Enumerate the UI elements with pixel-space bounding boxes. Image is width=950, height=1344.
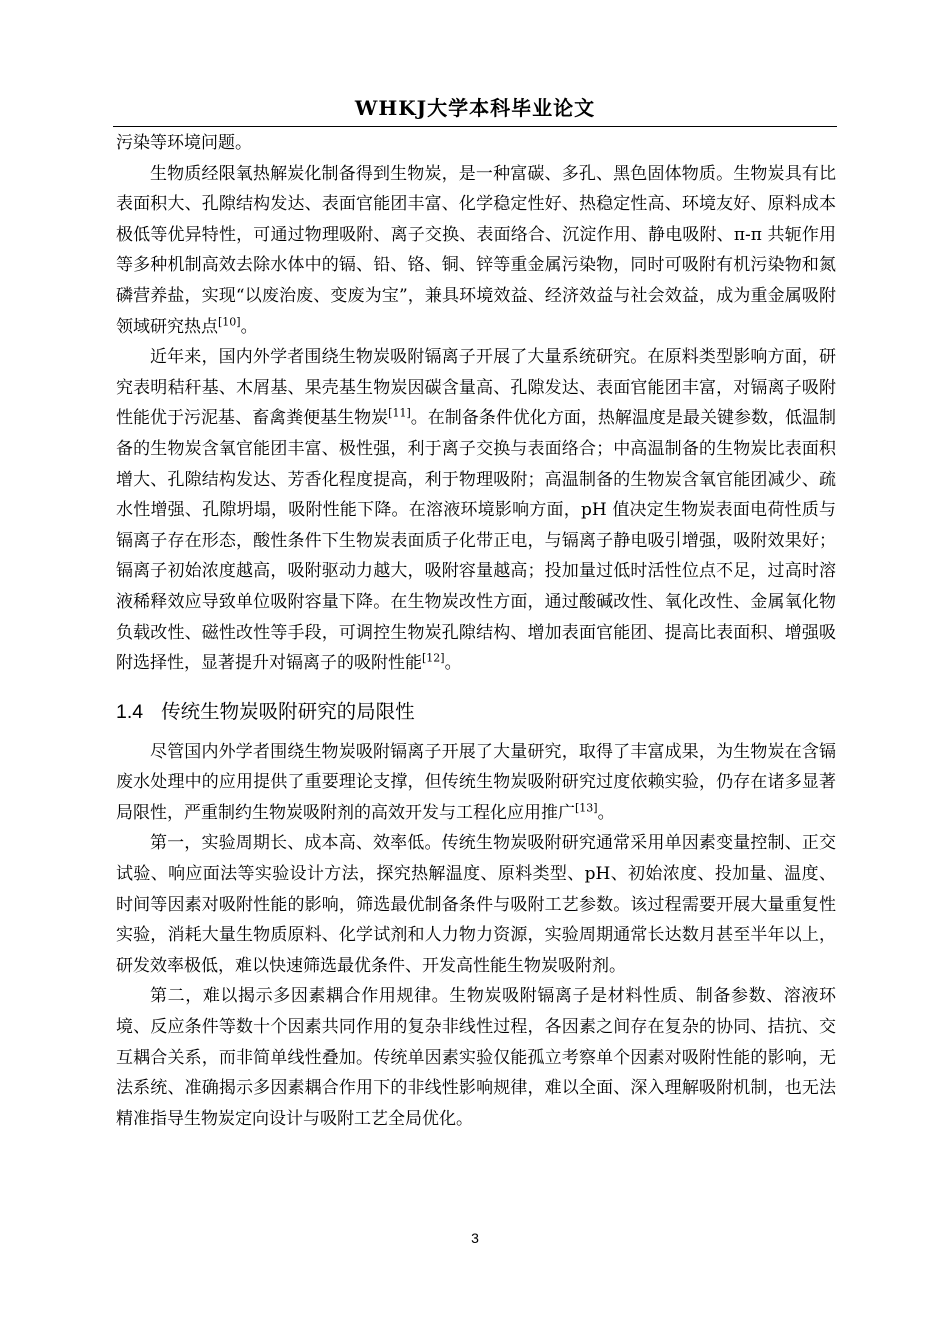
section-heading: [116, 695, 836, 729]
paragraph-tail: 。: [240, 316, 258, 337]
citation-ref[interactable]: [10]: [218, 314, 241, 328]
paragraph: [116, 342, 836, 679]
paragraph-tail: 。在制备条件优化方面，热解温度是最关键参数，低温制备的生物炭含氧官能团丰富、极性强，利于离子交换与表面络合；中高温制备的生物炭比表面积增大、孔隙结构发达、芳香化程度提高，利于物理吸附；高温制备的生物炭含氧官能团减少、疏水性增强、孔隙坍塌，吸附性能下降。在溶液环境影响方面，pH 值决定生物炭表面电荷性质与镉离子存在形态，酸性条件下生物炭表面质子化带正电，与镉离子静电吸引增强，吸附效果好；镉离子初始浓度越高，吸附驱动力越大，吸附容量越高；投加量过低时活性位点不足，过高时溶液稀释效应导致单位吸附容量下降。在生物炭改性方面，通过酸碱改性、氧化改性、金属氧化物负载改性、磁性改性等手段，可调控生物炭孔隙结构、增加表面官能团、提高比表面积、增强吸附选择性，显著提升对镉离子的吸附性能: [116, 408, 837, 674]
paragraph: [116, 159, 836, 343]
document-body: [116, 128, 836, 1134]
citation-ref[interactable]: [12]: [422, 651, 445, 665]
paragraph: [116, 737, 836, 829]
paragraph-text: 污染等环境问题。: [116, 133, 252, 153]
running-header-title: WHKJ大学本科毕业论文: [354, 96, 596, 120]
section-title: 传统生物炭吸附研究的局限性: [161, 699, 415, 723]
header-divider: [113, 126, 837, 127]
paragraph-text: 近年来，国内外学者围绕生物炭吸附镉离子开展了大量系统研究。在原料类型影响方面，研究表明秸秆基、木屑基、果壳基生物炭因碳含量高、孔隙发达、表面官能团丰富，对镉离子吸附性能优于污泥基、畜禽粪便基生物炭: [116, 347, 836, 429]
paragraph-text: 第二，难以揭示多因素耦合作用规律。生物炭吸附镉离子是材料性质、制备参数、溶液环境、反应条件等数十个因素共同作用的复杂非线性过程，各因素之间存在复杂的协同、拮抗、交互耦合关系，而非简单线性叠加。传统单因素实验仅能孤立考察单个因素对吸附性能的影响，无法系统、准确揭示多因素耦合作用下的非线性影响规律，难以全面、深入理解吸附机制，也无法精准指导生物炭定向设计与吸附工艺全局优化。: [116, 986, 836, 1129]
page-number: 3: [471, 1230, 479, 1246]
paragraph-text: 生物质经限氧热解炭化制备得到生物炭，是一种富碳、多孔、黑色固体物质。生物炭具有比表面积大、孔隙结构发达、表面官能团丰富、化学稳定性好、热稳定性高、环境友好、原料成本极低等优异特性，可通过物理吸附、离子交换、表面络合、沉淀作用、静电吸附、π-π 共轭作用等多种机制高效去除水体中的镉、铅、铬、铜、锌等重金属污染物，同时可吸附有机污染物和氮磷营养盐，实现“以废治废、变废为宝”，兼具环境效益、经济效益与社会效益，成为重金属吸附领域研究热点: [116, 163, 836, 337]
citation-ref[interactable]: [13]: [575, 801, 598, 815]
paragraph: [116, 128, 836, 159]
paragraph-tail: 。: [597, 802, 615, 823]
section-number: 1.4: [116, 700, 144, 723]
paragraph: [116, 828, 836, 981]
paragraph-text: 尽管国内外学者围绕生物炭吸附镉离子开展了大量研究，取得了丰富成果，为生物炭在含镉废水处理中的应用提供了重要理论支撑，但传统生物炭吸附研究过度依赖实验，仍存在诸多显著局限性，严重制约生物炭吸附剂的高效开发与工程化应用推广: [116, 741, 836, 823]
paragraph: [116, 981, 836, 1134]
paragraph-text: 第一，实验周期长、成本高、效率低。传统生物炭吸附研究通常采用单因素变量控制、正交试验、响应面法等实验设计方法，探究热解温度、原料类型、pH、初始浓度、投加量、温度、时间等因素对吸附性能的影响，筛选最优制备条件与吸附工艺参数。该过程需要开展大量重复性实验，消耗大量生物质原料、化学试剂和人力物力资源，实验周期通常长达数月甚至半年以上，研发效率极低，难以快速筛选最优条件、开发高性能生物炭吸附剂。: [116, 833, 836, 976]
paragraph-tail: 。: [444, 653, 462, 674]
citation-ref[interactable]: [11]: [388, 406, 411, 420]
